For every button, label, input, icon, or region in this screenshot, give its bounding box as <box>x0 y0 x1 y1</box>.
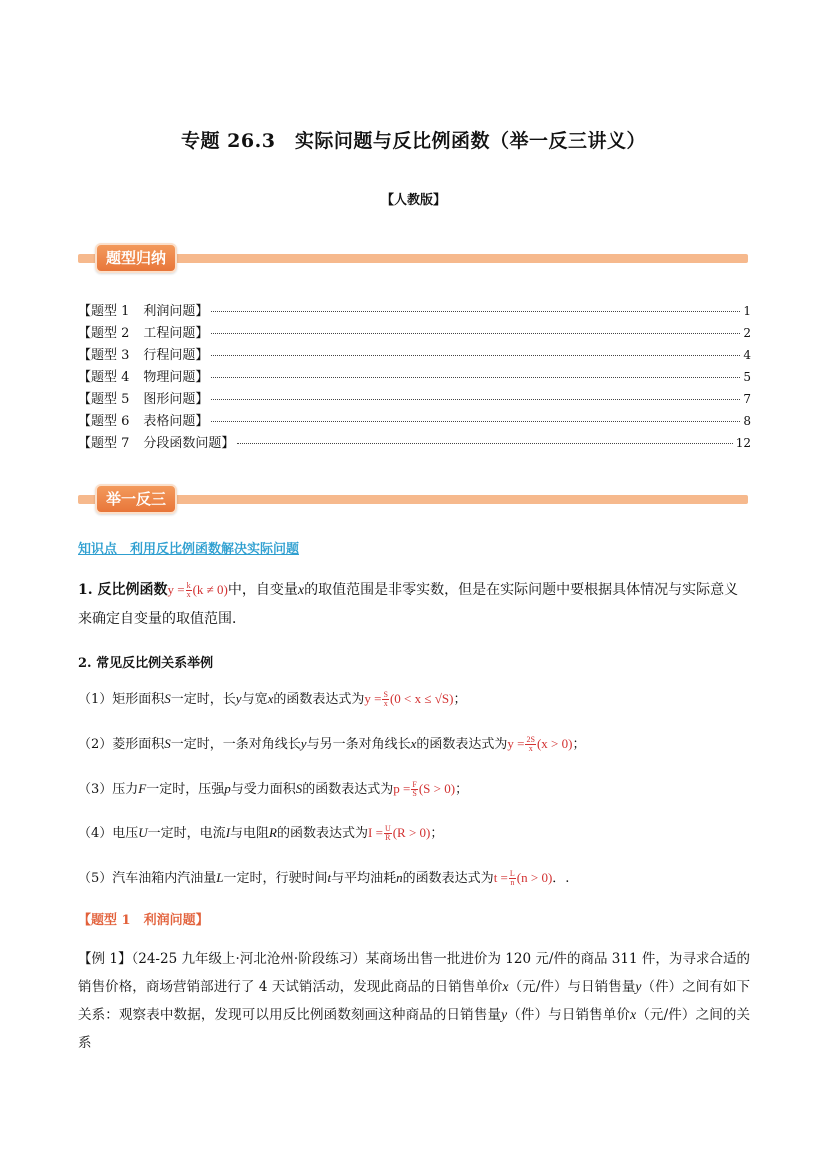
item-text: 与平均油耗 <box>331 871 397 886</box>
formula-fraction <box>509 870 516 887</box>
relation-item-2 <box>78 733 758 753</box>
toc-leader-dots <box>237 443 732 444</box>
item-var: p <box>224 781 231 796</box>
toc-item-page: 5 <box>743 370 751 384</box>
item-var: I <box>225 825 231 840</box>
page-title: 专题 26.3 实际问题与反比例函数（举一反三讲义） <box>181 130 646 152</box>
formula-fraction <box>525 736 535 753</box>
formula-condition: (R > 0) <box>392 825 431 840</box>
item-var: R <box>269 825 277 840</box>
fraction-numerator: U <box>384 824 391 833</box>
formula-condition: (x > 0) <box>536 736 573 751</box>
knowledge-paragraph-1 <box>78 576 750 633</box>
item-text: 一定时，压强 <box>146 782 225 797</box>
toc-item-number: 【题型 5 <box>78 392 130 407</box>
relation-item-5 <box>78 867 758 887</box>
item-text: 的函数表达式为 <box>273 692 365 707</box>
item-var: y <box>300 736 307 751</box>
fraction-denominator: x <box>528 744 533 753</box>
edition-label: 【人教版】 <box>380 193 446 208</box>
item-end: ； <box>455 782 469 797</box>
toc-item-page: 7 <box>743 392 751 406</box>
formula-lhs: I = <box>368 825 383 840</box>
formula-lhs: y = <box>364 691 382 706</box>
banner-bar <box>78 495 748 504</box>
item-var: L <box>216 870 224 885</box>
fraction-denominator: R <box>385 833 391 842</box>
formula-lhs: t = <box>493 870 508 885</box>
toc-item-text: 行程问题】 <box>143 348 209 363</box>
formula-fraction <box>384 825 392 842</box>
toc-leader-dots <box>211 311 740 312</box>
fraction-denominator: x <box>186 589 191 599</box>
toc-item-2[interactable] <box>78 322 751 344</box>
item-var: t <box>327 870 332 885</box>
item-text: 一定时，长 <box>170 692 236 707</box>
item-text: 一定时，电流 <box>147 826 226 841</box>
banner-tag: 题型归纳 <box>95 243 177 273</box>
p1-mid: 中，自变量 <box>227 582 298 598</box>
item-var: S <box>164 691 171 706</box>
item-text: 一定时，行驶时间 <box>223 871 328 886</box>
fraction-numerator: S <box>383 690 388 699</box>
item-var: x <box>267 691 274 706</box>
item-prefix: （4）电压 <box>78 826 139 841</box>
fraction-numerator: 2S <box>526 735 535 744</box>
var-x: x <box>502 979 509 994</box>
item-var: n <box>396 870 403 885</box>
toc-item-page: 2 <box>743 326 751 340</box>
toc-item-number: 【题型 2 <box>78 326 130 341</box>
item-text: 与另一条对角线长 <box>306 737 411 752</box>
item-prefix: （1）矩形面积 <box>78 692 165 707</box>
toc-item-1[interactable] <box>78 300 751 322</box>
section-heading-examples: 2. 常见反比例关系举例 <box>78 656 214 671</box>
toc-item-number: 【题型 4 <box>78 370 130 385</box>
var-x: x <box>630 1007 637 1022</box>
item-var: U <box>138 825 148 840</box>
toc-item-text: 表格问题】 <box>143 414 209 429</box>
item-text: 的函数表达式为 <box>416 737 508 752</box>
item-end: ； <box>430 826 444 841</box>
formula-lhs: y = <box>167 582 185 597</box>
toc-leader-dots <box>211 377 740 378</box>
item-text: 与宽 <box>241 692 268 707</box>
toc-item-number: 【题型 3 <box>78 348 130 363</box>
item-text: 与电阻 <box>230 826 270 841</box>
example-text: （件）之间有如下关系：观察表中数据，发现可以用反比例函数刻画这种商品的日销售量 <box>78 979 751 1023</box>
toc-leader-dots <box>211 333 740 334</box>
question-type-heading: 【题型 1 利润问题】 <box>78 913 209 928</box>
fraction-numerator: k <box>186 580 191 590</box>
formula-fraction <box>186 582 192 599</box>
relation-item-1 <box>78 688 758 708</box>
formula-fraction <box>411 781 417 798</box>
example-text: （件）与日销售单价 <box>507 1007 631 1023</box>
toc-item-number: 【题型 1 <box>78 304 130 319</box>
item-var: y <box>235 691 242 706</box>
item-var: F <box>138 781 147 796</box>
toc-item-number: 【题型 7 <box>78 436 130 451</box>
p1-prefix: 1. 反比例函数 <box>78 582 168 598</box>
example-text: （元/件）与日销售量 <box>508 979 636 995</box>
fraction-denominator: x <box>383 699 388 708</box>
example-text: （24-25 九年级上·河北沧州·阶段练习）某商场出售一批进价为 120 元/件的商品 311 件，为寻求合适的销售价格，商场营销部进行了 4 天试销活动，发现此商品的日销售单价 <box>78 951 750 995</box>
table-of-contents <box>78 300 751 454</box>
formula-condition: (n > 0) <box>516 870 553 885</box>
toc-item-5[interactable] <box>78 388 751 410</box>
toc-item-text: 物理问题】 <box>143 370 209 385</box>
item-end: ； <box>453 692 467 707</box>
p1-suffix: 的取值范围是非零实数，但是在实际问题中要根据具体情况与实际意义来确定自变量的取值范围． <box>78 582 739 627</box>
fraction-denominator: S <box>412 789 417 798</box>
example-1 <box>78 945 750 1057</box>
practice-banner <box>78 482 748 518</box>
banner-bar <box>78 254 748 263</box>
item-text: 一定时，一条对角线长 <box>170 737 301 752</box>
item-text: 的函数表达式为 <box>277 826 369 841</box>
item-end: ．. <box>552 871 570 886</box>
banner-tag: 举一反三 <box>95 484 177 514</box>
item-text: 与受力面积 <box>230 782 296 797</box>
item-var: S <box>164 736 171 751</box>
toc-item-7[interactable] <box>78 432 751 454</box>
var-y: y <box>501 1007 508 1022</box>
formula-condition: (S > 0) <box>418 781 456 796</box>
toc-item-page: 8 <box>743 414 751 428</box>
item-prefix: （2）菱形面积 <box>78 737 165 752</box>
toc-leader-dots <box>211 399 740 400</box>
toc-item-3[interactable] <box>78 344 751 366</box>
toc-item-4[interactable] <box>78 366 751 388</box>
toc-item-page: 4 <box>743 348 751 362</box>
formula-condition: (0 < x ≤ √S) <box>389 691 454 706</box>
item-text: 的函数表达式为 <box>402 871 494 886</box>
toc-item-text: 工程问题】 <box>143 326 209 341</box>
var-y: y <box>635 979 642 994</box>
toc-leader-dots <box>211 421 740 422</box>
toc-item-page: 1 <box>743 304 751 318</box>
relation-item-3 <box>78 778 758 798</box>
toc-item-text: 分段函数问题】 <box>143 436 235 451</box>
item-prefix: （5）汽车油箱内汽油量 <box>78 871 217 886</box>
item-prefix: （3）压力 <box>78 782 139 797</box>
item-text: 的函数表达式为 <box>302 782 394 797</box>
formula-lhs: p = <box>393 781 411 796</box>
item-end: ； <box>572 737 586 752</box>
toc-banner <box>78 241 748 277</box>
item-var: x <box>410 736 417 751</box>
var-x: x <box>297 583 305 598</box>
relation-item-4 <box>78 822 758 842</box>
toc-item-text: 图形问题】 <box>143 392 209 407</box>
example-text: （元/件）之间的关系 <box>78 1007 751 1051</box>
item-var: S <box>295 781 303 796</box>
toc-item-number: 【题型 6 <box>78 414 130 429</box>
toc-item-text: 利润问题】 <box>143 304 209 319</box>
formula-condition: (k ≠ 0) <box>192 582 228 597</box>
toc-item-6[interactable] <box>78 410 751 432</box>
fraction-denominator: n <box>510 878 515 887</box>
formula-fraction <box>382 691 388 708</box>
fraction-numerator: L <box>509 869 515 878</box>
toc-item-page: 12 <box>735 436 751 450</box>
knowledge-point-heading: 知识点 利用反比例函数解决实际问题 <box>78 542 300 557</box>
example-label: 【例 1】 <box>78 951 132 967</box>
toc-leader-dots <box>211 355 740 356</box>
formula-lhs: y = <box>507 736 525 751</box>
fraction-numerator: F <box>412 780 417 789</box>
